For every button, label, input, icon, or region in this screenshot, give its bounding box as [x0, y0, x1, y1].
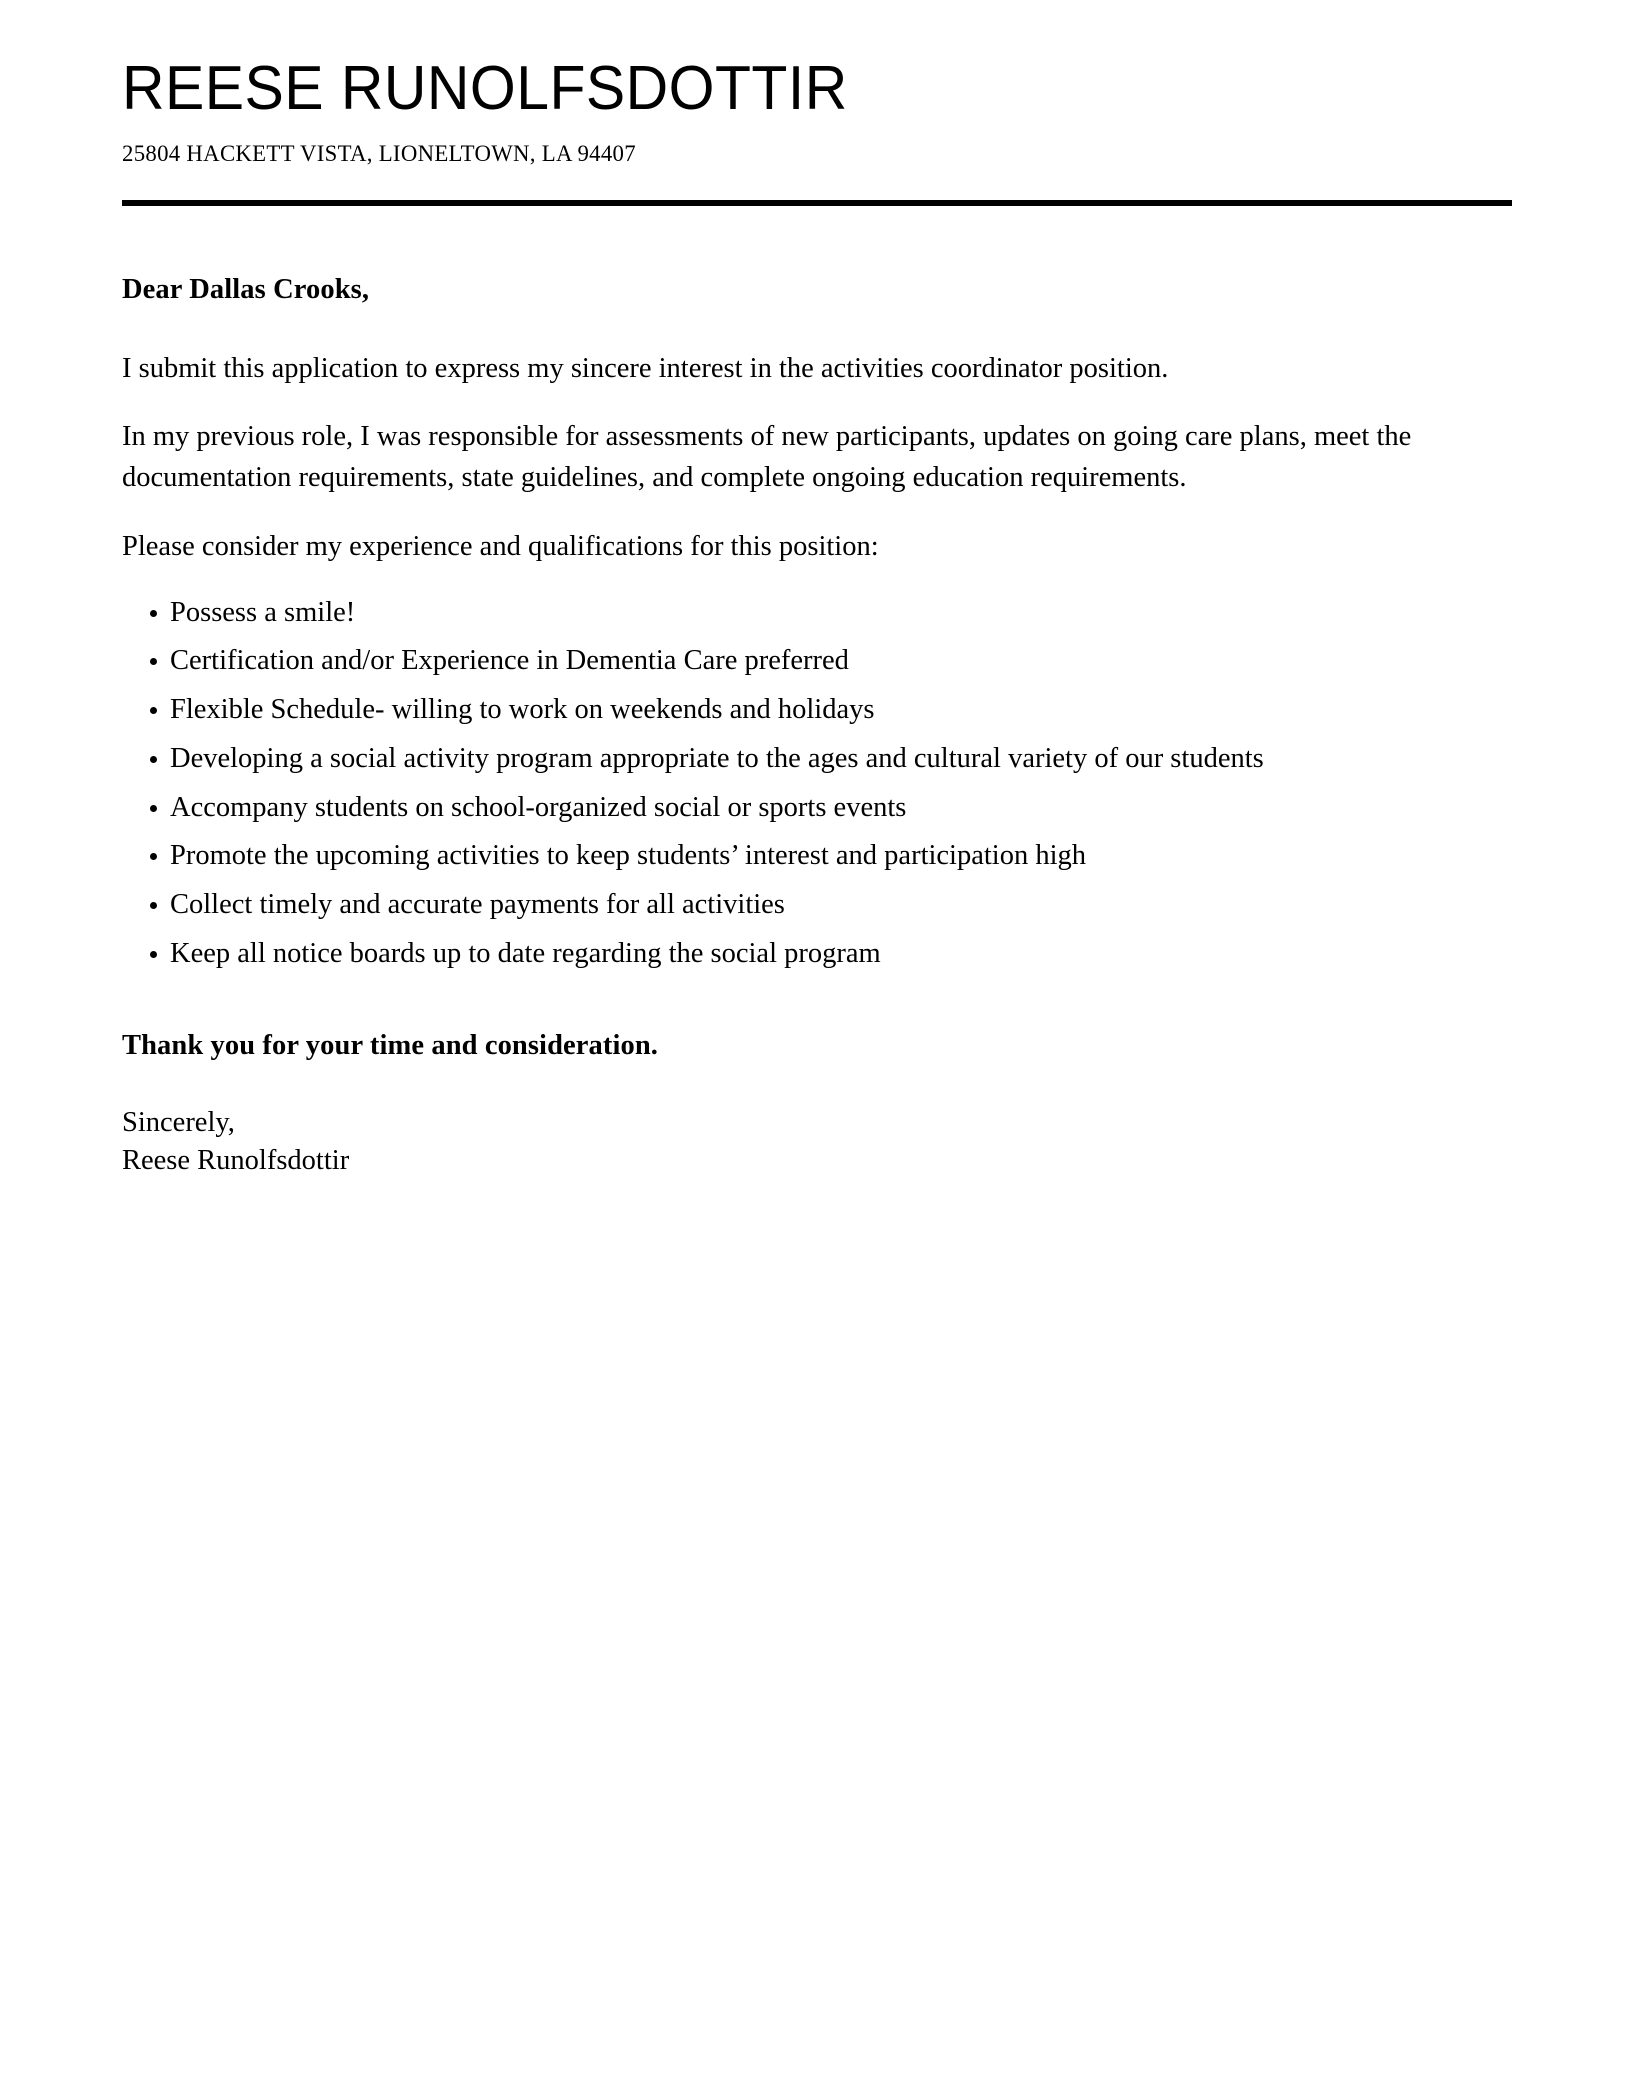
list-item: Collect timely and accurate payments for all activities — [122, 886, 1474, 925]
signoff-block — [122, 1104, 1474, 1179]
list-item: Certification and/or Experience in Dementia Care preferred — [122, 642, 1474, 681]
body-paragraph-experience: In my previous role, I was responsible for assessments of new participants, updates on going care plans, meet the documentation requirements, state guidelines, and complete ongoing education requirements. — [122, 421, 1412, 494]
signature-name: Reese Runolfsdottir — [122, 1144, 350, 1176]
header-divider — [122, 200, 1512, 206]
salutation: Dear Dallas Crooks, — [122, 274, 370, 306]
letter-header — [122, 0, 1512, 206]
list-item: Flexible Schedule- willing to work on weekends and holidays — [122, 691, 1474, 730]
qualifications-list — [122, 594, 1474, 974]
body-paragraph-qualifications-lead: Please consider my experience and qualifications for this position: — [122, 530, 879, 562]
letter-sheet — [122, 0, 1512, 1179]
list-item: Promote the upcoming activities to keep students’ interest and participation high — [122, 837, 1474, 876]
body-paragraph-intro: I submit this application to express my sincere interest in the activities coordinator position. — [122, 352, 1169, 384]
applicant-name: REESE RUNOLFSDOTTIR — [122, 54, 848, 123]
list-item: Developing a social activity program appropriate to the ages and cultural variety of our students — [122, 740, 1474, 779]
list-item: Keep all notice boards up to date regarding the social program — [122, 935, 1474, 974]
applicant-address: 25804 HACKETT VISTA, LIONELTOWN, LA 94407 — [122, 141, 636, 167]
letter-body — [122, 270, 1474, 1179]
list-item: Accompany students on school-organized social or sports events — [122, 789, 1474, 828]
signoff-salutation: Sincerely, — [122, 1107, 235, 1139]
list-item: Possess a smile! — [122, 594, 1474, 633]
closing-thanks: Thank you for your time and consideration. — [122, 1029, 659, 1061]
